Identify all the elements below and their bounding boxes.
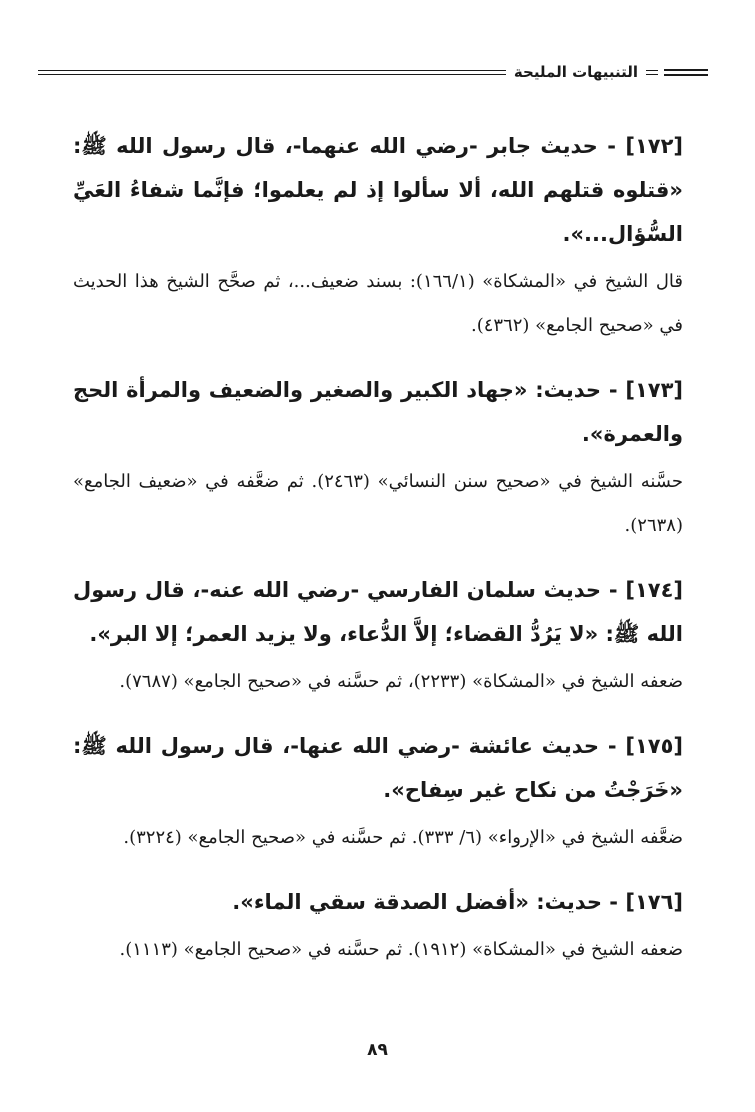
commentary: حسَّنه الشيخ في «صحيح سنن النسائي» (٢٤٦٣). ثم ضعَّفه في «ضعيف الجامع» (٢٦٣٨).	[73, 471, 683, 536]
entry-173	[73, 368, 683, 548]
hadith-text	[73, 724, 683, 812]
entry-175	[73, 724, 683, 860]
hadith-text	[73, 568, 683, 656]
commentary: ضعَّفه الشيخ في «الإرواء» (٦/ ٣٣٣). ثم حسَّنه في «صحيح الجامع» (٣٢٢٤).	[123, 827, 683, 848]
commentary: ضعفه الشيخ في «المشكاة» (١٩١٢). ثم حسَّنه في «صحيح الجامع» (١١١٣).	[119, 939, 683, 960]
hadith-number: [١٧٥]	[625, 734, 683, 758]
hadith-number: [١٧٤]	[625, 578, 683, 602]
page-number: ٨٩	[367, 1040, 388, 1060]
hadith-text	[73, 880, 683, 924]
running-header	[38, 60, 714, 94]
entry-176	[73, 880, 683, 972]
hadith-body: - حديث: «جهاد الكبير والصغير والضعيف والمرأة الحج والعمرة».	[73, 378, 683, 446]
hadith-number: [١٧٦]	[625, 890, 683, 914]
entry-172	[73, 124, 683, 348]
header-ornament	[658, 60, 714, 84]
header-title: التنبيهات المليحة	[506, 60, 646, 84]
commentary: ضعفه الشيخ في «المشكاة» (٢٢٣٣)، ثم حسَّنه في «صحيح الجامع» (٧٦٨٧).	[119, 671, 683, 692]
hadith-body: - حديث: «أفضل الصدقة سقي الماء».	[232, 890, 619, 914]
hadith-body: - حديث سلمان الفارسي -رضي الله عنه-، قال رسول الله ﷺ: «لا يَرُدُّ القضاء؛ إلاَّ الدُّعاء، ولا يزيد العمر؛ إلا البر».	[73, 578, 683, 646]
hadith-number: [١٧٢]	[625, 134, 684, 158]
page-content	[73, 124, 683, 992]
commentary: قال الشيخ في «المشكاة» (١٦٦/١): بسند ضعيف...، ثم صحَّح الشيخ هذا الحديث في «صحيح الجامع» (٤٣٦٢).	[73, 271, 683, 336]
hadith-text	[73, 368, 683, 456]
hadith-body: - حديث عائشة -رضي الله عنها-، قال رسول الله ﷺ: «خَرَجْتُ من نكاح غير سِفاح».	[73, 734, 683, 802]
hadith-text	[73, 124, 683, 256]
hadith-number: [١٧٣]	[625, 378, 684, 402]
hadith-body: - حديث جابر -رضي الله عنهما-، قال رسول الله ﷺ: «قتلوه قتلهم الله، ألا سألوا إذ لم يعلموا؛ فإنَّما شفاءُ العَيِّ السُّؤال...».	[73, 134, 683, 246]
entry-174	[73, 568, 683, 704]
